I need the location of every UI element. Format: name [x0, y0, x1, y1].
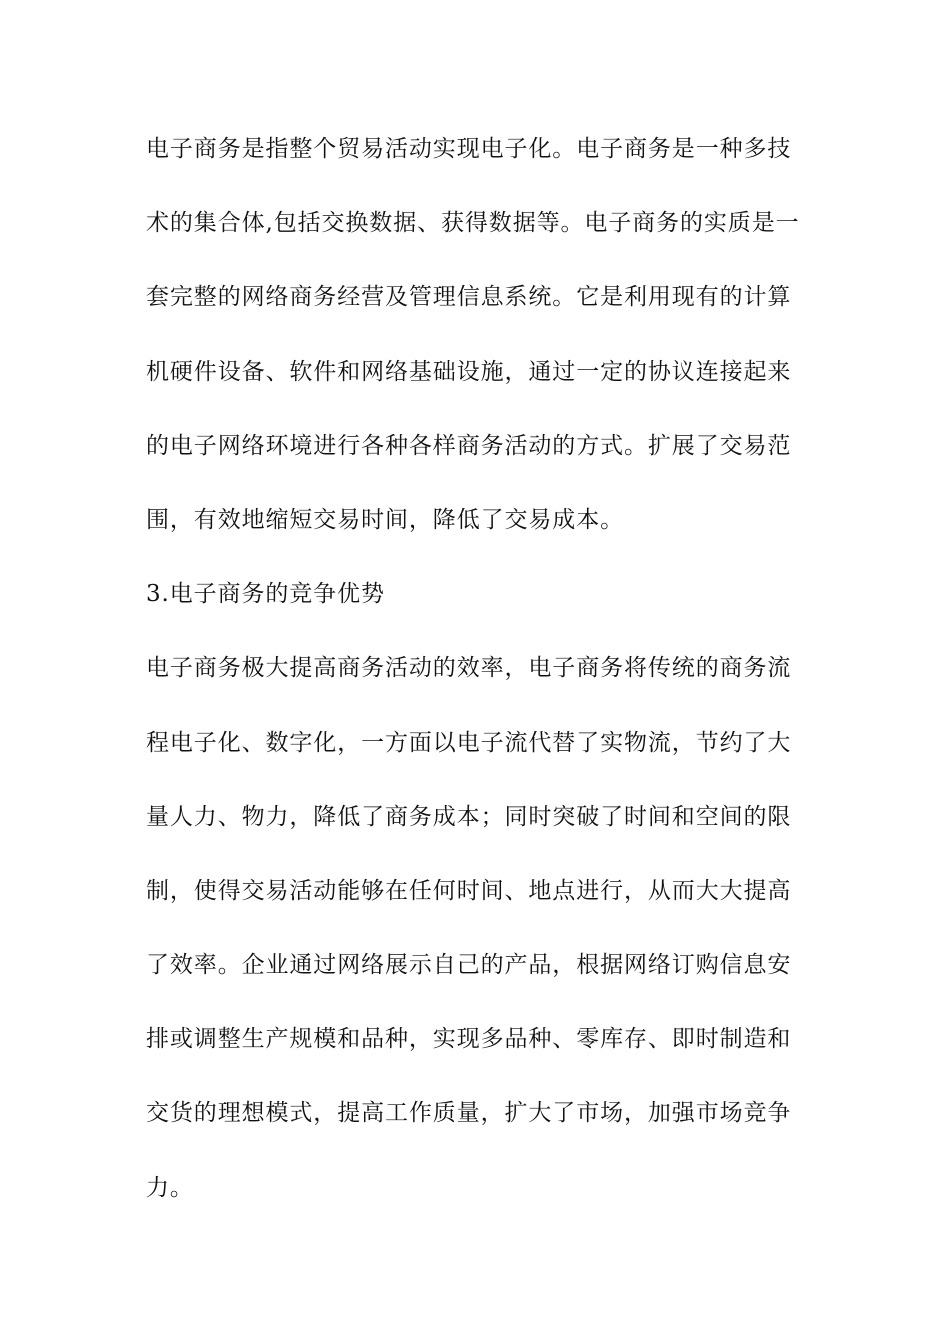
paragraph-2-line-2: 程电子化、数字化，一方面以电子流代替了实物流，节约了大 — [146, 729, 792, 756]
paragraph-2-line-6: 排或调整生产规模和品种，实现多品种、零库存、即时制造和 — [146, 1026, 792, 1053]
paragraph-2-line-1: 电子商务极大提高商务活动的效率，电子商务将传统的商务流 — [146, 655, 792, 682]
paragraph-2-line-3: 量人力、物力，降低了商务成本；同时突破了时间和空间的限 — [146, 803, 792, 830]
paragraph-2-line-4: 制，使得交易活动能够在任何时间、地点进行，从而大大提高 — [146, 877, 792, 904]
paragraph-1-line-4: 机硬件设备、软件和网络基础设施，通过一定的协议连接起来 — [146, 358, 792, 385]
paragraph-1-line-1: 电子商务是指整个贸易活动实现电子化。电子商务是一种多技 — [146, 136, 792, 162]
paragraph-1-line-3: 套完整的网络商务经营及管理信息系统。它是利用现有的计算 — [146, 284, 792, 311]
paragraph-1-line-2: 术的集合体,包括交换数据、获得数据等。电子商务的实质是一 — [146, 210, 800, 237]
section-heading: 3.电子商务的竞争优势 — [146, 581, 385, 608]
paragraph-1-line-6: 围，有效地缩短交易时间，降低了交易成本。 — [146, 506, 624, 533]
paragraph-1-line-5: 的电子网络环境进行各种各样商务活动的方式。扩展了交易范 — [146, 432, 792, 459]
paragraph-2-line-8: 力。 — [146, 1174, 194, 1201]
document-body — [146, 131, 806, 1244]
paragraph-2-line-5: 了效率。企业通过网络展示自己的产品，根据网络订购信息安 — [146, 952, 792, 979]
paragraph-2-line-7: 交货的理想模式，提高工作质量，扩大了市场，加强市场竞争 — [146, 1100, 792, 1127]
